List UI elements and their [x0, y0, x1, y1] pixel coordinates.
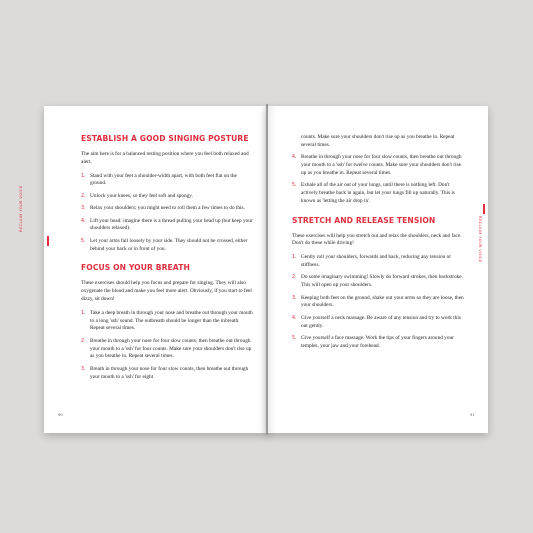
breath-list-continued	[292, 154, 464, 205]
posture-heading: ESTABLISH A GOOD SINGING POSTURE	[81, 134, 249, 143]
item-number: 5.	[292, 183, 297, 189]
item-text: Breath in through your nose for four slow counts, then breathe out through your mouth to a 'ssh' for eight	[90, 365, 249, 380]
breath-heading: FOCUS ON YOUR BREATH	[81, 263, 190, 273]
item-number: 3.	[292, 295, 297, 301]
item-text: Relax your shoulders; you might need to roll them a few times to do this.	[90, 205, 245, 212]
item-text: Take a deep breath in through your nose and breathe out through your mouth to a long 'ssh' sound. The outbreath should be longer than the inbreath. Repeat several times.	[90, 309, 253, 332]
item-text: Unlock your knees, so they feel soft and spongy.	[90, 192, 193, 199]
posture-list	[81, 173, 253, 254]
list-item	[292, 182, 464, 205]
list-item	[292, 154, 464, 177]
left-page-content	[81, 134, 253, 391]
item-number: 3.	[81, 366, 86, 372]
item-number: 3.	[81, 206, 86, 212]
item-number: 4.	[81, 218, 86, 224]
item-number: 5.	[81, 238, 86, 244]
list-item	[81, 218, 253, 234]
list-item	[81, 193, 253, 201]
list-item	[292, 274, 464, 290]
right-page	[266, 106, 488, 433]
list-item	[292, 254, 464, 270]
left-page-number: 90	[58, 412, 63, 417]
stretch-intro: These exercises will help you stretch out and relax the shoulders, neck and face. Don't do these while driving!	[292, 232, 462, 247]
item-text: Do some imaginary swimming! Slowly do forward strokes, then backstroke. This will open up your shoulders.	[301, 274, 463, 289]
item-number: 4.	[292, 315, 297, 321]
item-text: Stand with your feet a shoulder-width apart, with both feet flat on the ground.	[90, 172, 237, 187]
list-item	[292, 315, 464, 331]
item-number: 2.	[81, 338, 86, 344]
item-text: Keeping both feet on the ground, shake out your arms so they are loose, then your shoulders.	[301, 294, 464, 309]
right-running-head: RECLAIM YOUR VOICE	[478, 216, 482, 263]
item-text: Breathe in through your nose for four slow counts, then breathe out through your mouth to a 'ssh' for twelve counts. Make sure your shoulders don't rise up as you breathe in. Repeat several times.	[301, 154, 462, 176]
item-number: 2.	[292, 275, 297, 281]
list-item	[81, 366, 253, 382]
item-text: Exhale all of the air out of your lungs, until there is nothing left. Don't actively breathe back in again, but let your lungs fill up naturally. This is known as 'letting the air drop in'.	[301, 182, 455, 204]
posture-intro: The aim here is for a balanced resting position where you feel both relaxed and alert.	[81, 151, 249, 165]
item-number: 1.	[81, 173, 86, 179]
item-text: Lift your head: imagine there is a thread pulling your head up (but keep your shoulders relaxed).	[90, 217, 253, 232]
item-text: Let your arms fall loosely by your side. They should not be crossed, either behind your back or in front of you.	[90, 237, 248, 252]
breath-list	[81, 310, 253, 382]
left-running-head: RECLAIM YOUR VOICE	[19, 185, 23, 232]
list-item	[81, 205, 253, 213]
list-item	[292, 295, 464, 311]
stretch-list	[292, 254, 464, 350]
right-page-number: 91	[470, 412, 475, 417]
item-text: Gently roll your shoulders, forwards and back, reducing any tension or stiffness.	[301, 254, 452, 268]
stretch-heading: STRETCH AND RELEASE TENSION	[292, 215, 436, 225]
book-gutter	[266, 104, 268, 435]
item-number: 1.	[81, 310, 86, 316]
list-item	[81, 338, 253, 361]
left-running-head-bar	[47, 236, 49, 246]
item-number: 5.	[292, 335, 297, 341]
item-number: 2.	[81, 193, 86, 199]
left-page	[44, 106, 270, 433]
right-running-head-bar	[483, 204, 485, 214]
right-page-content	[292, 134, 464, 361]
breath-intro: These exercises should help you focus and prepare for singing. They will also oxygenate the blood and make you feel more alert. Obviously, if you start to feel dizzy, sit down!	[81, 280, 252, 302]
list-item	[81, 173, 253, 189]
item-number: 4.	[292, 155, 297, 161]
item-text: Give yourself a face massage. Work the tips of your fingers around your temples, your jaw and your forehead.	[301, 334, 454, 349]
item-number: 1.	[292, 255, 297, 261]
list-item	[81, 238, 253, 254]
item-text: Give yourself a neck massage. Be aware of any tension and try to work this out gently.	[301, 314, 461, 329]
list-item	[81, 310, 253, 333]
item-text: Breathe in through your nose for four slow counts, then breathe out through your mouth to a 'ssh' for four counts. Make sure your shoulders don't rise up as you breathe in. Repeat several times.	[90, 337, 252, 360]
list-item	[292, 335, 464, 351]
continued-text: counts. Make sure your shoulders don't rise up as you breathe in. Repeat several times.	[301, 134, 455, 148]
